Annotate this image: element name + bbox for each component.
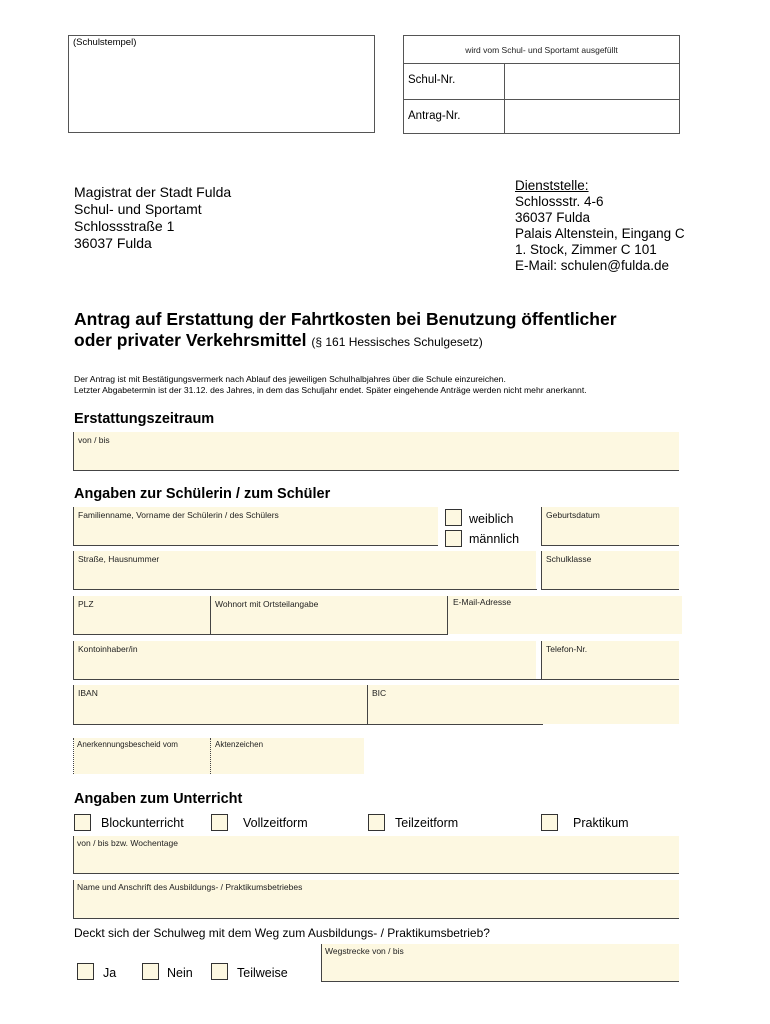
office-use-header: wird vom Schul- und Sportamt ausgefüllt: [465, 44, 618, 55]
period-from-to-label: von / bis: [78, 435, 110, 445]
application-number-input[interactable]: [506, 100, 678, 133]
phone-input[interactable]: [543, 656, 678, 678]
block-lessons-label: Blockunterricht: [101, 816, 184, 830]
school-number-input[interactable]: [506, 64, 678, 98]
school-class-label: Schulklasse: [546, 554, 592, 564]
no-checkbox[interactable]: [142, 963, 159, 980]
account-holder-input[interactable]: [75, 656, 535, 678]
lessons-heading: Angaben zum Unterricht: [74, 791, 243, 807]
city-label: Wohnort mit Ortsteilangabe: [215, 599, 319, 609]
internship-label: Praktikum: [573, 816, 629, 830]
fulltime-checkbox[interactable]: [211, 814, 228, 831]
block-lessons-checkbox[interactable]: [74, 814, 91, 831]
form-title: Antrag auf Erstattung der Fahrtkosten bei Benutzung öffentlicher oder privater Verkehrsmittel (§ 161 Hessisches Schulgesetz): [74, 309, 617, 350]
zip-label: PLZ: [78, 599, 94, 609]
student-name-input[interactable]: [75, 522, 437, 544]
law-reference: (§ 161 Hessisches Schulgesetz): [311, 335, 483, 349]
yes-checkbox[interactable]: [77, 963, 94, 980]
file-number-label: Aktenzeichen: [215, 740, 264, 749]
parttime-label: Teilzeitform: [395, 816, 459, 830]
period-heading: Erstattungszeitraum: [74, 411, 215, 427]
no-label: Nein: [167, 966, 193, 980]
recognition-date-input[interactable]: [75, 752, 209, 773]
male-checkbox[interactable]: [445, 530, 462, 547]
birth-date-input[interactable]: [543, 522, 678, 544]
school-number-label: Schul-Nr.: [408, 74, 456, 86]
iban-label: IBAN: [78, 688, 98, 698]
yes-label: Ja: [103, 966, 117, 980]
company-label: Name und Anschrift des Ausbildungs- / Praktikumsbetriebes: [77, 882, 303, 892]
file-number-input[interactable]: [212, 752, 363, 773]
street-label: Straße, Hausnummer: [78, 554, 160, 564]
male-label: männlich: [469, 532, 520, 546]
street-input[interactable]: [75, 566, 535, 588]
route-label: Wegstrecke von / bis: [325, 946, 404, 956]
route-input[interactable]: [323, 958, 678, 980]
iban-input[interactable]: [75, 700, 366, 723]
route-question: Deckt sich der Schulweg mit dem Weg zum Ausbildungs- / Praktikumsbetrieb?: [74, 926, 490, 940]
period-from-to-input[interactable]: [75, 447, 678, 469]
recipient-address: Magistrat der Stadt Fulda Schul- und Sportamt Schlossstraße 1 36037 Fulda: [74, 184, 232, 251]
office-email: E-Mail: schulen@fulda.de: [515, 258, 670, 273]
email-label: E-Mail-Adresse: [453, 597, 512, 607]
company-input[interactable]: [75, 894, 678, 917]
weekdays-label: von / bis bzw. Wochentage: [77, 838, 178, 848]
zip-input[interactable]: [75, 611, 209, 633]
student-heading: Angaben zur Schülerin / zum Schüler: [74, 486, 331, 502]
email-input[interactable]: [449, 611, 681, 633]
school-stamp-box: [68, 35, 375, 133]
office-title: Dienststelle:: [515, 178, 589, 193]
student-name-label: Familienname, Vorname der Schülerin / des Schülers: [78, 510, 279, 520]
female-checkbox[interactable]: [445, 509, 462, 526]
parttime-checkbox[interactable]: [368, 814, 385, 831]
internship-checkbox[interactable]: [541, 814, 558, 831]
office-address: Dienststelle: Schlossstr. 4-6 36037 Fulda Palais Altenstein, Eingang C 1. Stock, Zimmer C 101 E-Mail: schulen@fulda.de: [515, 178, 685, 273]
account-holder-label: Kontoinhaber/in: [78, 644, 138, 654]
partial-label: Teilweise: [237, 966, 288, 980]
school-class-input[interactable]: [543, 566, 678, 588]
city-input[interactable]: [212, 611, 446, 633]
bic-label: BIC: [372, 688, 387, 698]
female-label: weiblich: [469, 512, 514, 526]
school-stamp-label: (Schulstempel): [73, 37, 137, 48]
birth-date-label: Geburtsdatum: [546, 510, 600, 520]
fulltime-label: Vollzeitform: [243, 816, 308, 830]
office-use-box: [403, 35, 680, 134]
bic-input[interactable]: [369, 700, 678, 723]
phone-label: Telefon-Nr.: [546, 644, 588, 654]
application-number-label: Antrag-Nr.: [408, 110, 461, 122]
recognition-date-label: Anerkennungsbescheid vom: [77, 740, 178, 749]
partial-checkbox[interactable]: [211, 963, 228, 980]
weekdays-input[interactable]: [75, 850, 678, 872]
submission-notes: Der Antrag ist mit Bestätigungsvermerk nach Ablauf des jeweiligen Schulhalbjahres über die Schule einzureichen. Letzter Abgabetermin ist der 31.12. des Jahres, in dem das Schuljahr endet. Später eingehende Anträge werden nicht mehr anerkannt.: [74, 374, 587, 395]
